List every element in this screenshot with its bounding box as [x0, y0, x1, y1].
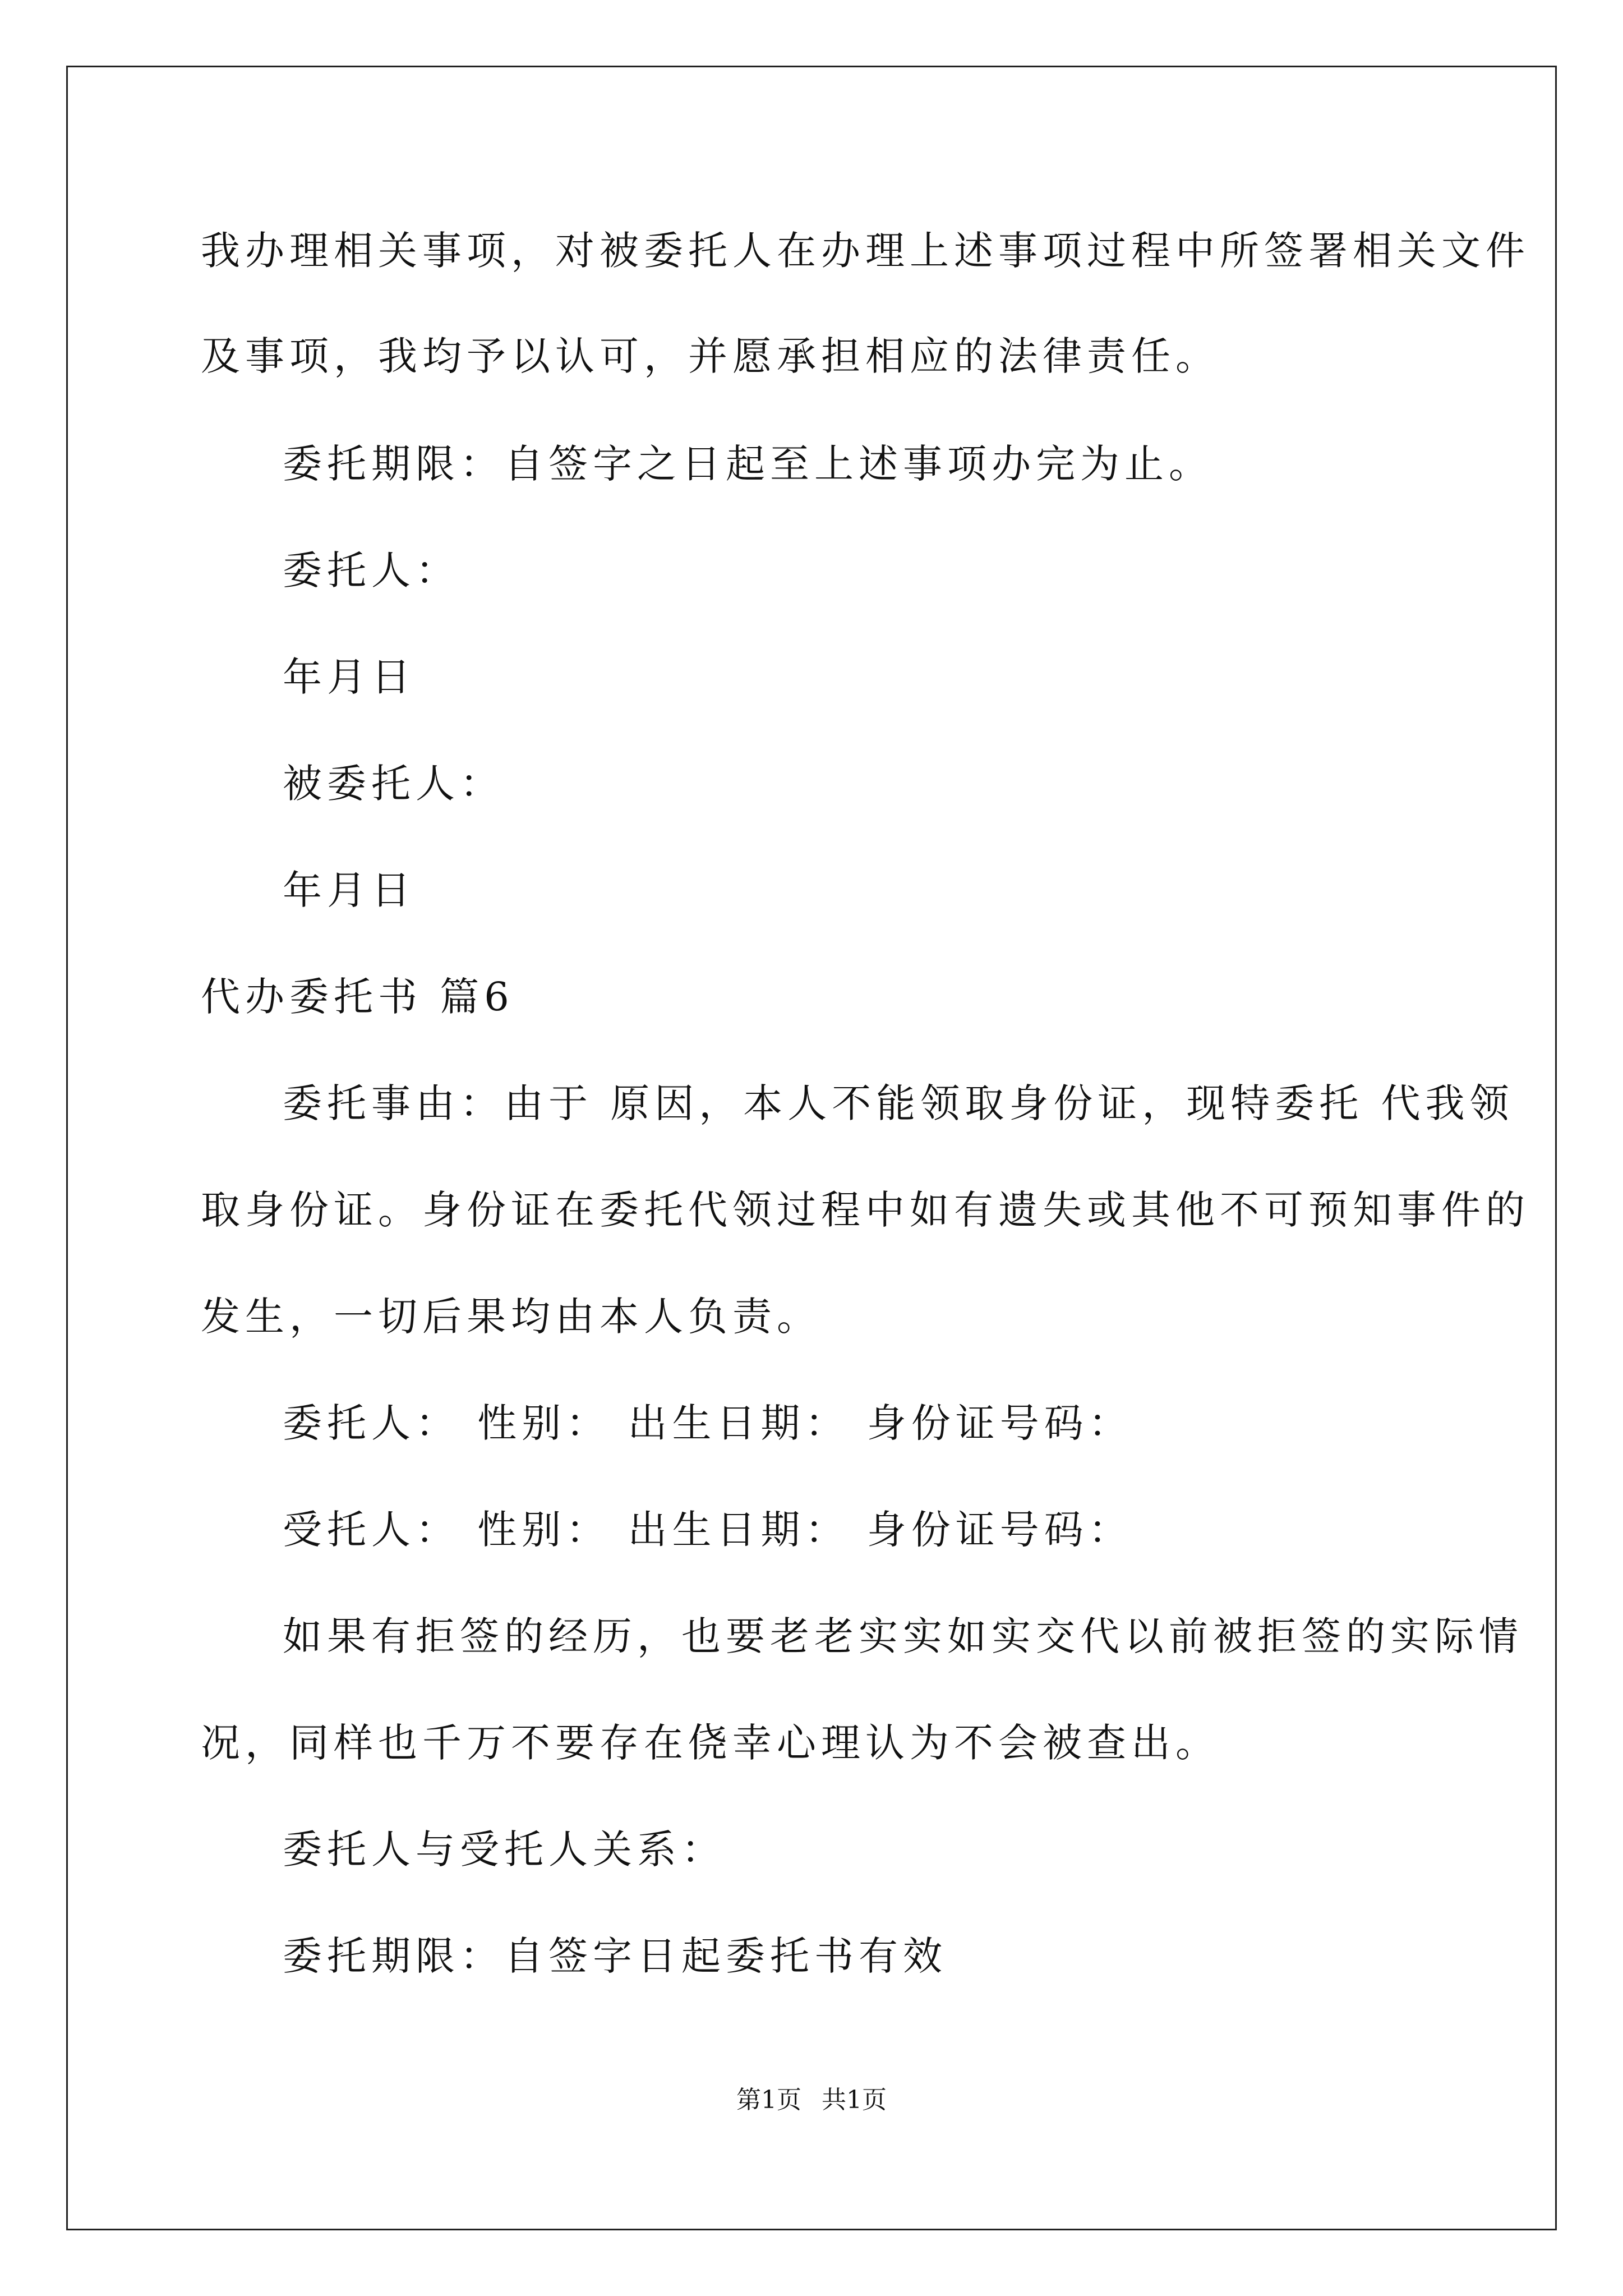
relationship-label: 委托人与受托人关系： — [283, 1826, 726, 1872]
paragraph-line: 况，同样也千万不要存在侥幸心理认为不会被查出。 — [201, 1720, 1220, 1766]
agent-info-line: 受托人： 性别： 出生日期： 身份证号码： — [283, 1507, 1133, 1553]
term-line: 委托期限：自签字之日起至上述事项办完为止。 — [283, 441, 1213, 487]
total-pages: 共1页 — [822, 2086, 887, 2114]
paragraph-line: 及事项，我均予以认可，并愿承担相应的法律责任。 — [201, 333, 1220, 379]
paragraph-line: 发生，一切后果均由本人负责。 — [201, 1294, 821, 1340]
paragraph-line: 我办理相关事项，对被委托人在办理上述事项过程中所签署相关文件 — [201, 228, 1530, 274]
paragraph-line: 如果有拒签的经历，也要老老实实如实交代以前被拒签的实际情 — [283, 1613, 1523, 1659]
date-line: 年月日 — [283, 867, 416, 913]
agent-label: 被委托人： — [283, 761, 504, 807]
paragraph-line: 取身份证。身份证在委托代领过程中如有遗失或其他不可预知事件的 — [201, 1187, 1530, 1233]
page-number: 第1页 — [736, 2086, 801, 2114]
section-heading: 代办委托书 篇6 — [201, 974, 514, 1020]
page-border — [66, 66, 1557, 2230]
date-line: 年月日 — [283, 654, 416, 700]
term-line: 委托期限：自签字日起委托书有效 — [283, 1933, 947, 1979]
principal-info-line: 委托人： 性别： 出生日期： 身份证号码： — [283, 1400, 1133, 1446]
page-footer — [0, 2088, 1623, 2113]
principal-label: 委托人： — [283, 547, 460, 593]
paragraph-line: 委托事由：由于 原因，本人不能领取身份证，现特委托 代我领 — [283, 1080, 1514, 1126]
